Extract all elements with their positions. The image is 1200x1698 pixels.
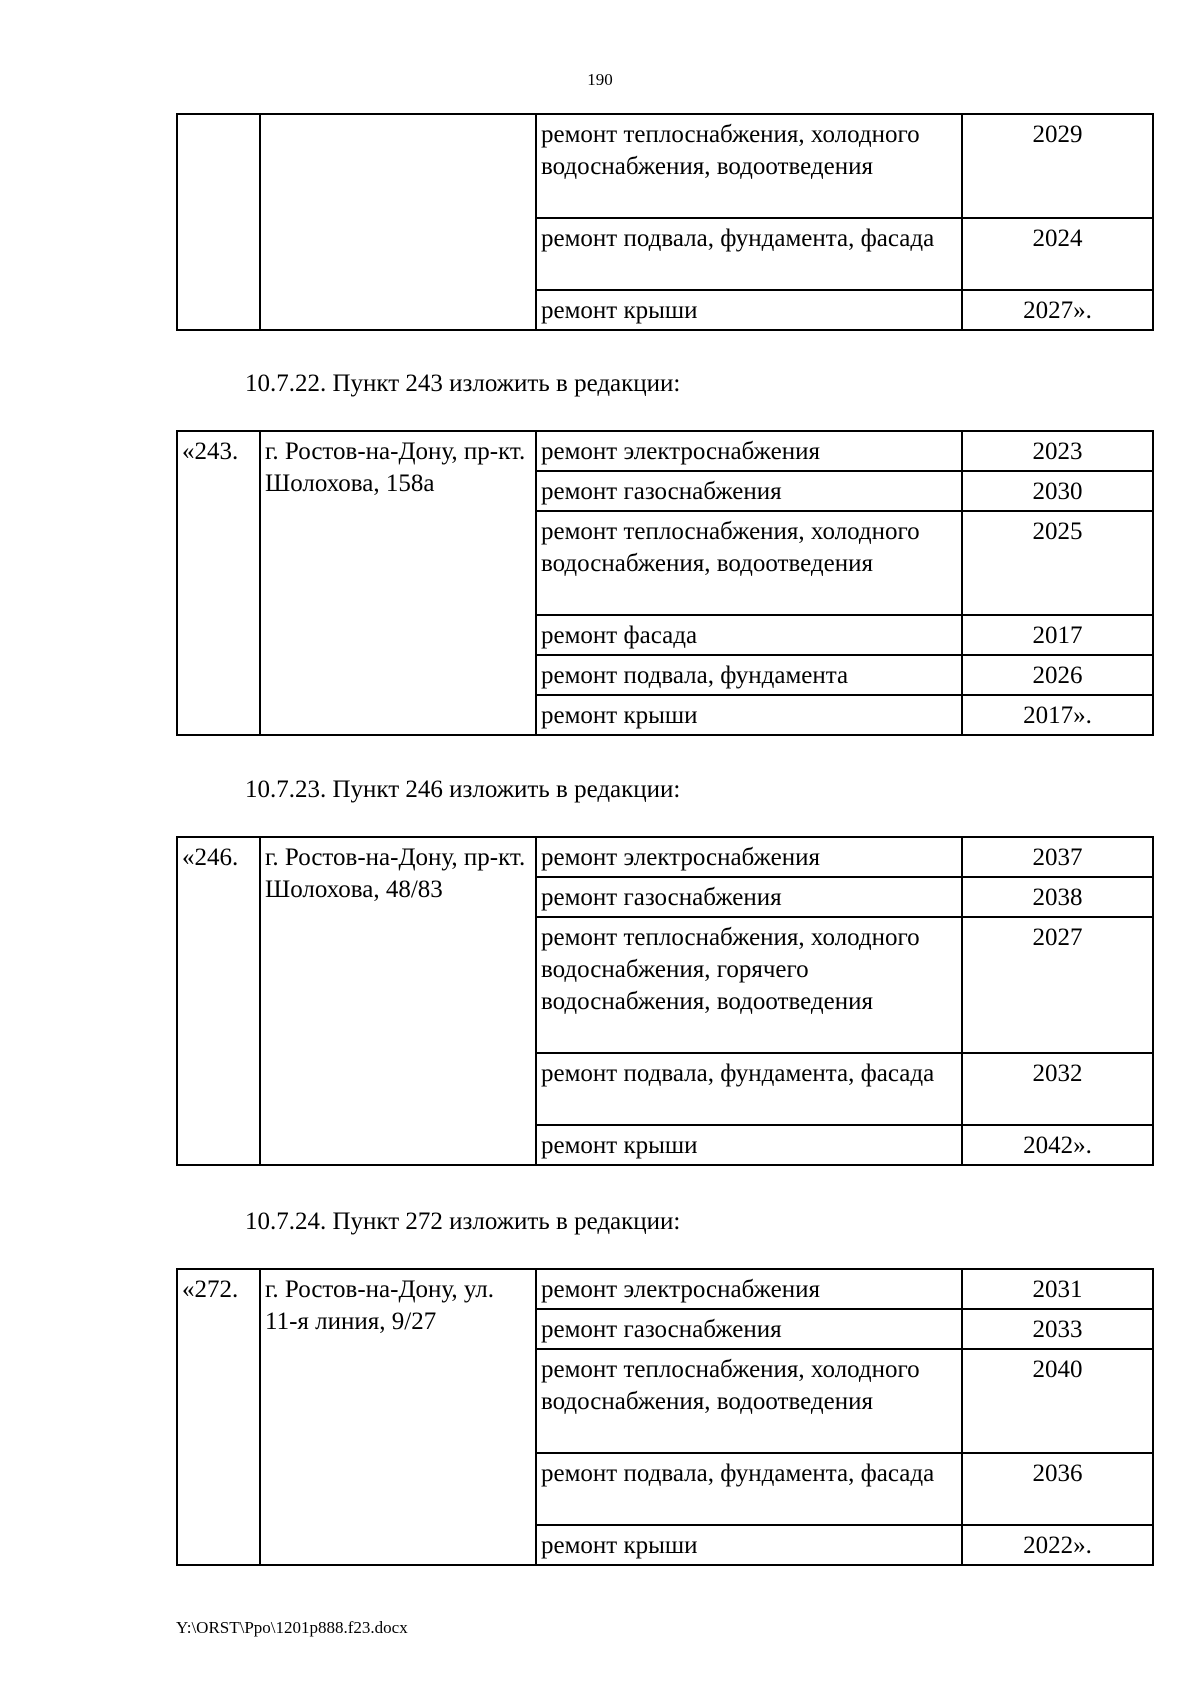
year-cell: 2040 bbox=[962, 1349, 1153, 1453]
address-cell: г. Ростов-на-Дону, ул. 11-я линия, 9/27 bbox=[260, 1269, 536, 1565]
work-cell: ремонт теплоснабжения, холодного водоснабжения, водоотведения bbox=[536, 114, 962, 218]
address-cell: г. Ростов-на-Дону, пр-кт. Шолохова, 48/83 bbox=[260, 837, 536, 1165]
year-cell: 2038 bbox=[962, 877, 1153, 917]
work-cell: ремонт подвала, фундамента, фасада bbox=[536, 218, 962, 290]
work-cell: ремонт крыши bbox=[536, 290, 962, 330]
year-cell: 2022». bbox=[962, 1525, 1153, 1565]
work-cell: ремонт фасада bbox=[536, 615, 962, 655]
address-cell: г. Ростов-на-Дону, пр-кт. Шолохова, 158а bbox=[260, 431, 536, 735]
year-cell: 2036 bbox=[962, 1453, 1153, 1525]
work-cell: ремонт газоснабжения bbox=[536, 471, 962, 511]
work-cell: ремонт подвала, фундамента, фасада bbox=[536, 1053, 962, 1125]
year-cell: 2029 bbox=[962, 114, 1153, 218]
work-cell: ремонт крыши bbox=[536, 695, 962, 735]
work-cell: ремонт крыши bbox=[536, 1525, 962, 1565]
table-row bbox=[177, 1269, 1153, 1309]
number-cell bbox=[177, 114, 260, 330]
continuation-table bbox=[176, 113, 1154, 331]
work-cell: ремонт теплоснабжения, холодного водоснабжения, водоотведения bbox=[536, 511, 962, 615]
work-cell: ремонт электроснабжения bbox=[536, 837, 962, 877]
item-243-table bbox=[176, 430, 1154, 736]
section-heading: 10.7.23. Пункт 246 изложить в редакции: bbox=[245, 776, 681, 803]
work-cell: ремонт газоснабжения bbox=[536, 1309, 962, 1349]
section-heading: 10.7.22. Пункт 243 изложить в редакции: bbox=[245, 370, 681, 397]
work-cell: ремонт крыши bbox=[536, 1125, 962, 1165]
year-cell: 2027». bbox=[962, 290, 1153, 330]
item-246-table bbox=[176, 836, 1154, 1166]
number-cell: «246. bbox=[177, 837, 260, 1165]
work-cell: ремонт электроснабжения bbox=[536, 1269, 962, 1309]
work-cell: ремонт электроснабжения bbox=[536, 431, 962, 471]
table-row bbox=[177, 431, 1153, 471]
year-cell: 2023 bbox=[962, 431, 1153, 471]
work-cell: ремонт газоснабжения bbox=[536, 877, 962, 917]
table-row bbox=[177, 114, 1153, 218]
page-number: 190 bbox=[587, 70, 613, 89]
year-cell: 2026 bbox=[962, 655, 1153, 695]
year-cell: 2042». bbox=[962, 1125, 1153, 1165]
number-cell: «272. bbox=[177, 1269, 260, 1565]
work-cell: ремонт теплоснабжения, холодного водоснабжения, водоотведения bbox=[536, 1349, 962, 1453]
item-272-table bbox=[176, 1268, 1154, 1566]
year-cell: 2027 bbox=[962, 917, 1153, 1053]
year-cell: 2032 bbox=[962, 1053, 1153, 1125]
year-cell: 2033 bbox=[962, 1309, 1153, 1349]
work-cell: ремонт теплоснабжения, холодного водоснабжения, горячего водоснабжения, водоотведения bbox=[536, 917, 962, 1053]
file-path-footer: Y:\ORST\Ppo\1201p888.f23.docx bbox=[176, 1618, 408, 1637]
section-heading: 10.7.24. Пункт 272 изложить в редакции: bbox=[245, 1208, 681, 1235]
year-cell: 2037 bbox=[962, 837, 1153, 877]
work-cell: ремонт подвала, фундамента, фасада bbox=[536, 1453, 962, 1525]
year-cell: 2017 bbox=[962, 615, 1153, 655]
year-cell: 2024 bbox=[962, 218, 1153, 290]
year-cell: 2030 bbox=[962, 471, 1153, 511]
work-cell: ремонт подвала, фундамента bbox=[536, 655, 962, 695]
table-row bbox=[177, 837, 1153, 877]
year-cell: 2017». bbox=[962, 695, 1153, 735]
number-cell: «243. bbox=[177, 431, 260, 735]
year-cell: 2031 bbox=[962, 1269, 1153, 1309]
address-cell bbox=[260, 114, 536, 330]
year-cell: 2025 bbox=[962, 511, 1153, 615]
